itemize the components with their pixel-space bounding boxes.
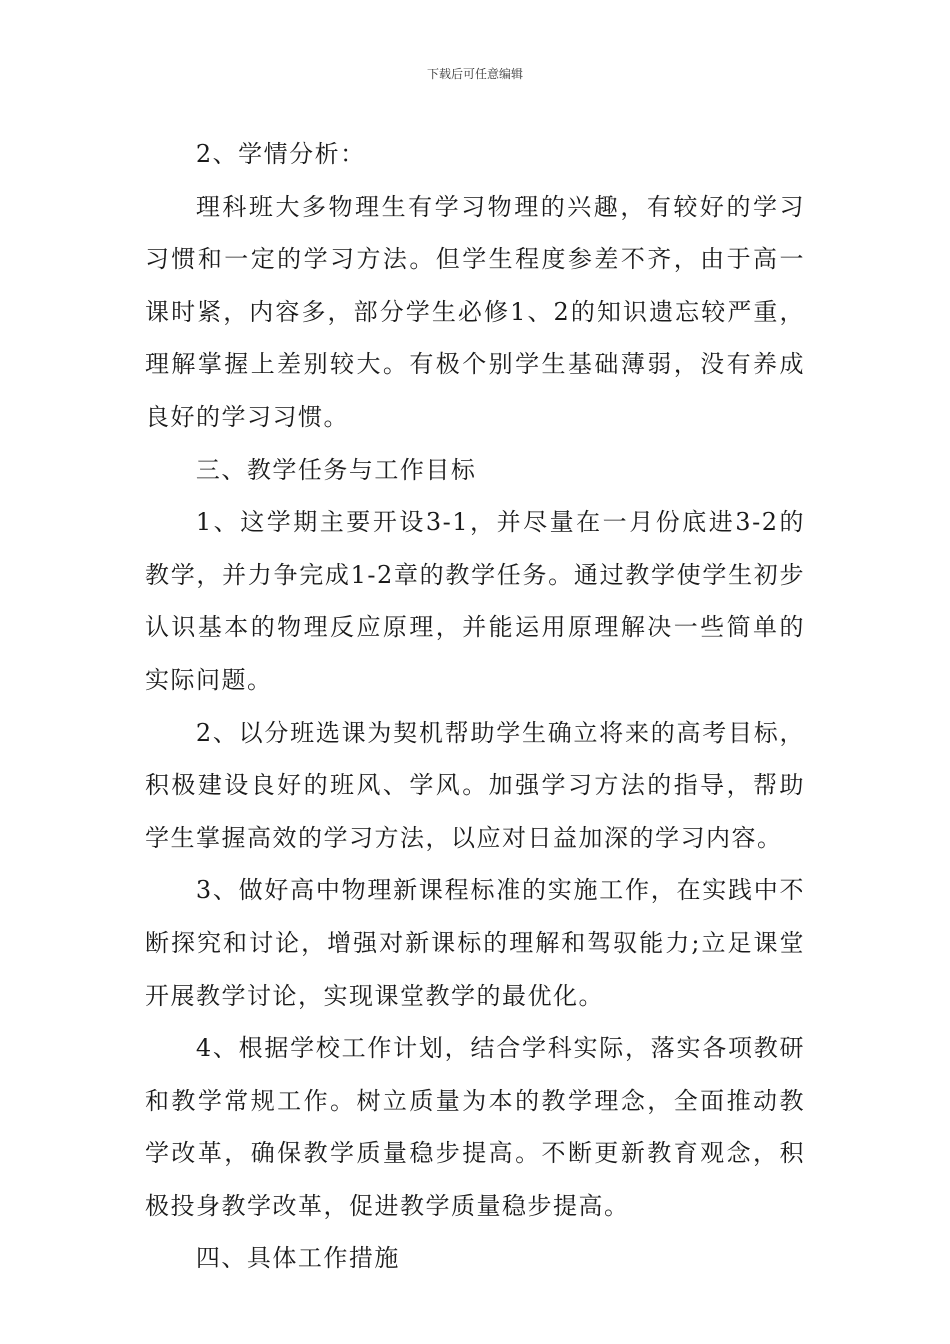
- section-heading-tasks-goals: 三、教学任务与工作目标: [195, 455, 477, 484]
- paragraph-goal-2: 2、以分班选课为契机帮助学生确立将来的高考目标，积极建设良好的班风、学风。加强学习方法的指导，帮助学生掌握高效的学习方法，以应对日益加深的学习内容。: [145, 718, 805, 852]
- section-heading-measures: 四、具体工作措施: [195, 1244, 400, 1273]
- paragraph-learning-analysis: 理科班大多物理生有学习物理的兴趣，有较好的学习习惯和一定的学习方法。但学生程度参差不齐，由于高一课时紧，内容多，部分学生必修1、2的知识遗忘较严重，理解掌握上差别较大。有极个别学生基础薄弱，没有养成良好的学习习惯。: [145, 192, 805, 431]
- paragraph-goal-1: 1、这学期主要开设3-1，并尽量在一月份底进3-2的教学，并力争完成1-2章的教学任务。通过教学使学生初步认识基本的物理反应原理，并能运用原理解决一些简单的实际问题。: [145, 508, 805, 694]
- section-heading-learning-analysis: 2、学情分析：: [195, 140, 366, 168]
- paragraph-goal-4: 4、根据学校工作计划，结合学科实际，落实各项教研和教学常规工作。树立质量为本的教学理念，全面推动教学改革，确保教学质量稳步提高。不断更新教育观念，积极投身教学改革，促进教学质量稳步提高。: [145, 1034, 805, 1220]
- paragraph-goal-3: 3、做好高中物理新课程标准的实施工作，在实践中不断探究和讨论，增强对新课标的理解和驾驭能力;立足课堂开展教学讨论，实现课堂教学的最优化。: [145, 876, 805, 1010]
- page-header-note: 下载后可任意编辑: [426, 67, 523, 81]
- document-body: [145, 128, 805, 1285]
